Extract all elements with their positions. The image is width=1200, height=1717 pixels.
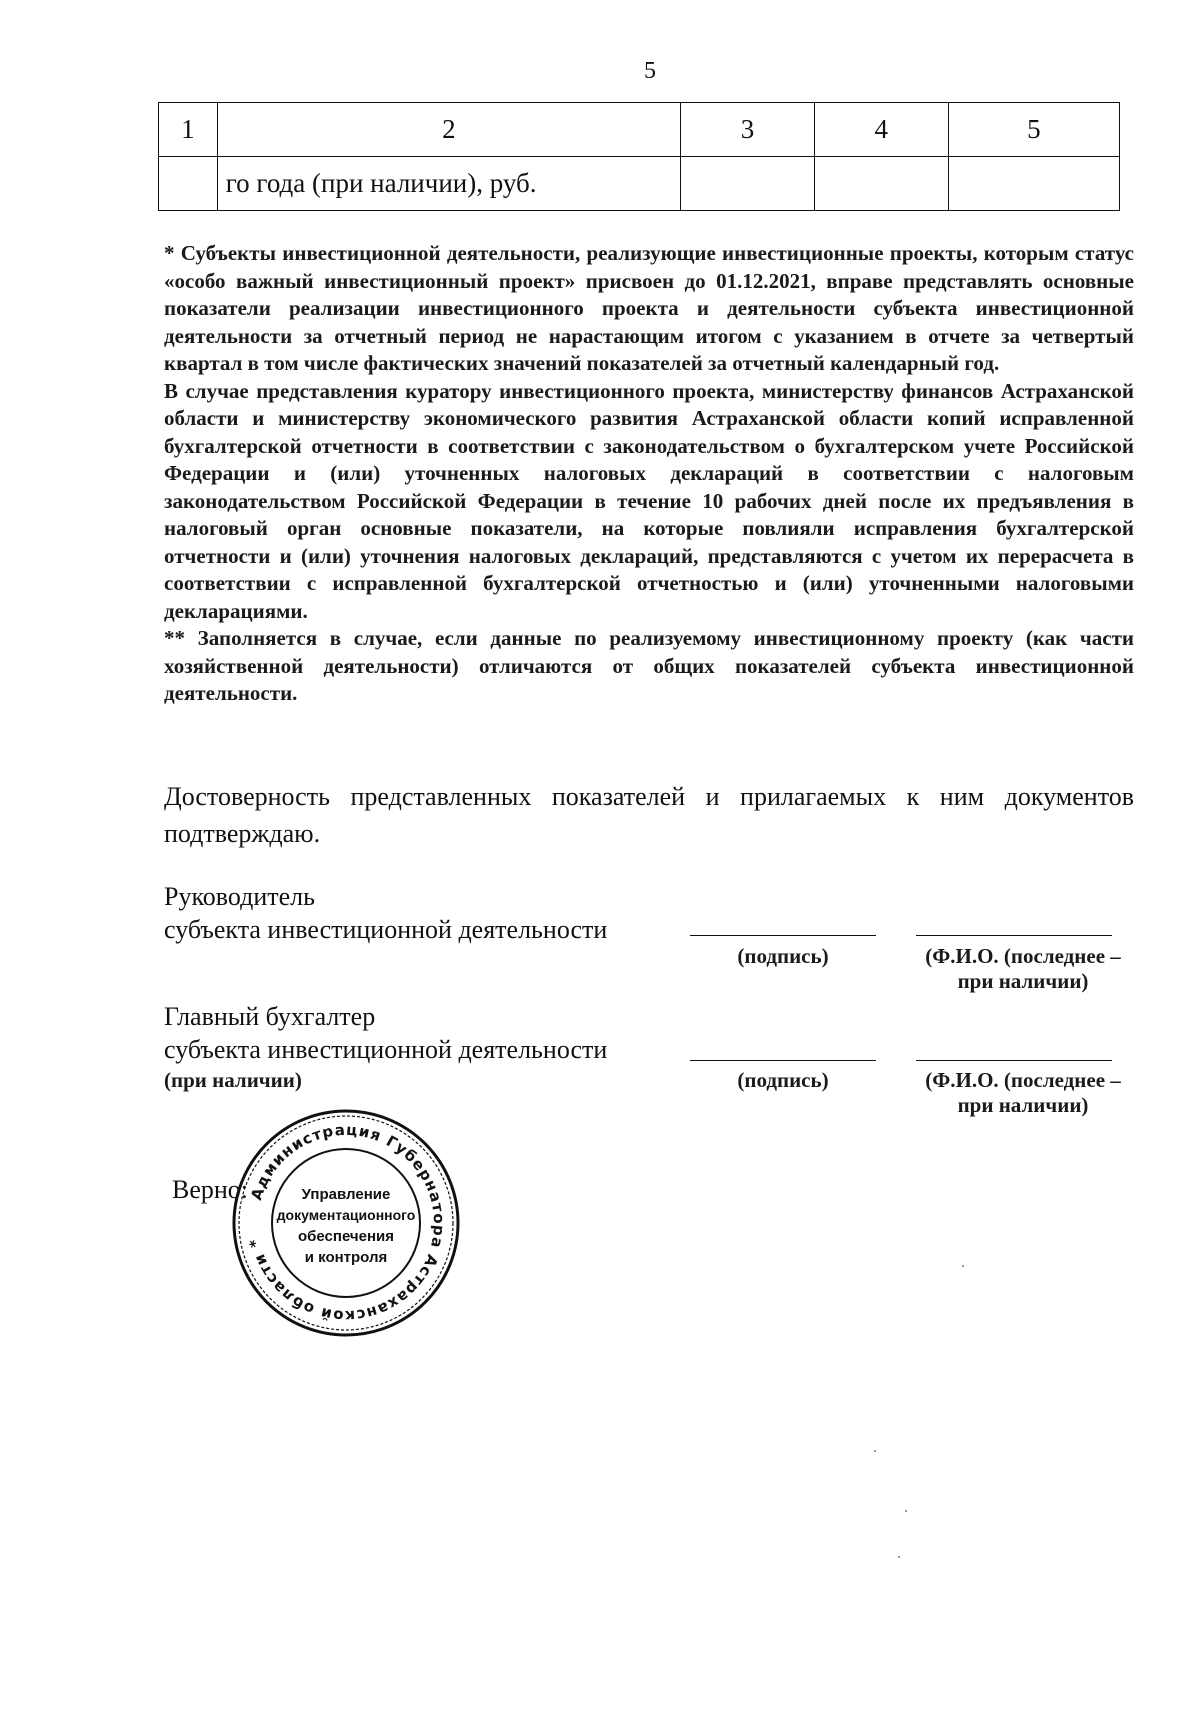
accountant-title-line1: Главный бухгалтер (164, 1002, 376, 1031)
accountant-name-caption-line2: при наличии) (957, 1093, 1089, 1117)
page-number: 5 (644, 58, 656, 84)
scan-speck (898, 1556, 900, 1558)
table-header-cell: 1 (159, 103, 218, 157)
table-cell (948, 157, 1119, 211)
table-header-cell: 4 (814, 103, 948, 157)
table-cell (814, 157, 948, 211)
confirmation-text: Достоверность представленных показателей и прилагаемых к ним документов подтверждаю. (164, 782, 1134, 848)
table-header-cell: 3 (681, 103, 815, 157)
accountant-title (164, 1000, 607, 1066)
table-cell: го года (при наличии), руб. (217, 157, 680, 211)
footnotes (164, 240, 1134, 708)
accountant-name-line (916, 1060, 1112, 1061)
accountant-name-caption (906, 1068, 1140, 1118)
head-title-line1: Руководитель (164, 882, 315, 911)
footnote-1-continued: В случае представления куратору инвестиционного проекта, министерству финансов Астраханской области и министерству экономического развития Астраханской области копий исправленной бухгалтерской отчетности в соответствии с законодательством о бухгалтерском учете Российской Федерации и (или) уточненных налоговых деклараций в соответствии с налоговым законодательством Российской Федерации в течение 10 рабочих дней после их предъявления в налоговый орган основные показатели, на которые повлияли исправления бухгалтерской отчетности и (или) уточнения налоговых деклараций, представляются с учетом их перерасчета в соответствии с исправленной бухгалтерской отчетностью и (или) уточненными налоговыми декларациями. (164, 378, 1134, 623)
head-title-line2: субъекта инвестиционной деятельности (164, 915, 608, 944)
head-title (164, 880, 607, 946)
table-row (159, 157, 1120, 211)
stamp-inner-line3: обеспечения (297, 1228, 395, 1245)
stamp-inner-line4: и контроля (304, 1249, 388, 1266)
head-signature-line (690, 935, 876, 936)
head-name-line (916, 935, 1112, 936)
head-name-caption-line1: (Ф.И.О. (последнее – (925, 944, 1121, 968)
footnote-1: * Субъекты инвестиционной деятельности, реализующие инвестиционные проекты, которым статус «особо важный инвестиционный проект» присвоен до 01.12.2021, вправе представлять основные показатели реализации инвестиционного проекта и деятельности субъекта инвестиционной деятельности за отчетный период не нарастающим итогом с указанием в отчете за четвертый квартал в том числе фактических значений показателей за отчетный календарный год. (164, 241, 1134, 375)
accountant-signature-line (690, 1060, 876, 1061)
table-cell (681, 157, 815, 211)
table-header-row (159, 103, 1120, 157)
accountant-signature-caption: (подпись) (737, 1068, 829, 1092)
table-header-cell: 5 (948, 103, 1119, 157)
accountant-name-caption-line1: (Ф.И.О. (последнее – (925, 1068, 1121, 1092)
scan-speck (874, 1450, 876, 1452)
continuation-table (158, 102, 1120, 211)
verno-label: Верно: (172, 1175, 249, 1204)
footnote-2: ** Заполняется в случае, если данные по реализуемому инвестиционному проекту (как части хозяйственной деятельности) отличаются от общих показателей субъекта инвестиционной деятельности. (164, 626, 1134, 705)
head-name-caption (906, 944, 1140, 994)
stamp-inner-line2: документационного (276, 1207, 416, 1223)
stamp-outer-text: Администрация Губернатора Астраханской области * (245, 1120, 449, 1326)
head-signature-caption: (подпись) (737, 944, 829, 968)
head-name-caption-line2: при наличии) (957, 969, 1089, 993)
accountant-note: (при наличии) (164, 1068, 302, 1092)
table-header-cell: 2 (217, 103, 680, 157)
stamp-inner-line1: Управление (301, 1186, 391, 1203)
table-cell (159, 157, 218, 211)
accountant-title-line2: субъекта инвестиционной деятельности (164, 1035, 608, 1064)
scan-speck (905, 1510, 907, 1512)
official-stamp (230, 1107, 462, 1339)
scan-speck (962, 1265, 964, 1267)
